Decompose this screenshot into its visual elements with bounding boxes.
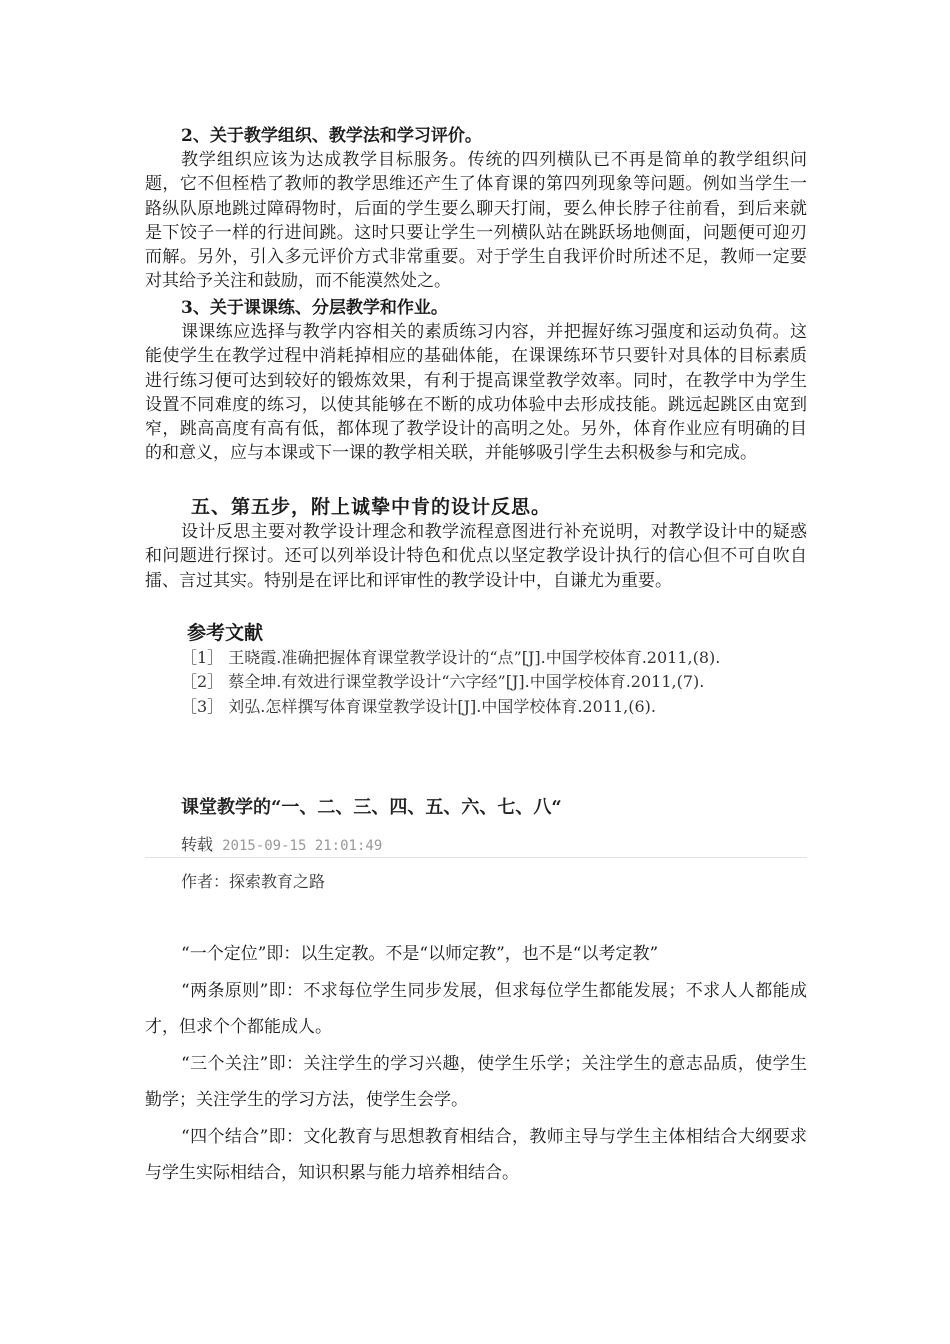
section-5-heading: 五、第五步，附上诚挚中肯的设计反思。 bbox=[191, 496, 552, 518]
section-2-body: 教学组织应该为达成教学目标服务。传统的四列横队已不再是简单的教学组织问题，它不但桎梏了教师的教学思维还产生了体育课的第四列现象等问题。例如当学生一路纵队原地跳过障碍物时，后面的学生要么聊天打闹，要么伸长脖子往前看，到后来就是下饺子一样的行进间跳。这时只要让学生一列横队站在跳跃场地侧面，问题便可迎刃而解。另外，引入多元评价方式非常重要。对于学生自我评价时所述不足，教师一定要对其给予关注和鼓励，而不能漠然处之。 bbox=[145, 150, 807, 292]
article-body bbox=[145, 936, 807, 1192]
references bbox=[145, 620, 807, 719]
reference-item: ［1］ 王晓霞.准确把握体育课堂教学设计的“点”[J].中国学校体育.2011,(8). bbox=[181, 648, 721, 667]
section-2-heading: 2、关于教学组织、教学法和学习评价。 bbox=[181, 126, 482, 146]
article-title: 课堂教学的“一、二、三、四、五、六、七、八“ bbox=[181, 797, 562, 818]
references-heading: 参考文献 bbox=[187, 622, 264, 644]
article-paragraph: “三个关注”即：关注学生的学习兴趣，使学生乐学；关注学生的意志品质，使学生勤学；关注学生的学习方法，使学生会学。 bbox=[145, 1053, 807, 1110]
article-paragraph: “一个定位”即：以生定教。不是“以师定教”，也不是“以考定教” bbox=[181, 944, 659, 964]
article-author: 作者：探索教育之路 bbox=[181, 872, 326, 891]
section-5 bbox=[145, 494, 807, 593]
section-3-body: 课课练应选择与教学内容相关的素质练习内容，并把握好练习强度和运动负荷。这能使学生在教学过程中消耗掉相应的基础体能，在课课练环节只要针对具体的目标素质进行练习便可达到较好的锻炼效果，有利于提高课堂教学效率。同时，在教学中为学生设置不同难度的练习，以使其能够在不断的成功体验中去形成技能。跳远起跳区由宽到窄，跳高高度有高有低，都体现了教学设计的高明之处。另外，体育作业应有明确的目的和意义，应与本课或下一课的教学相关联，并能够吸引学生去积极参与和完成。 bbox=[145, 322, 807, 464]
reference-item: ［2］ 蔡全坤.有效进行课堂教学设计“六字经”[J].中国学校体育.2011,(7). bbox=[181, 672, 705, 692]
article-paragraph: “两条原则”即：不求每位学生同步发展，但求每位学生都能发展；不求人人都能成才，但求个个都能成人。 bbox=[145, 980, 807, 1037]
section-3 bbox=[145, 296, 807, 466]
reference-item: ［3］ 刘弘.怎样撰写体育课堂教学设计[J].中国学校体育.2011,(6). bbox=[181, 696, 656, 716]
article-datetime: 2015-09-15 21:01:49 bbox=[222, 838, 383, 854]
meta-divider bbox=[145, 857, 807, 858]
section-5-body: 设计反思主要对教学设计理念和教学流程意图进行补充说明，对教学设计中的疑惑和问题进行探讨。还可以列举设计特色和优点以坚定教学设计执行的信心但不可自吹自擂、言过其实。特别是在评比和评审性的教学设计中，自谦尤为重要。 bbox=[145, 522, 807, 591]
section-3-heading: 3、关于课课练、分层教学和作业。 bbox=[181, 298, 448, 318]
section-2 bbox=[145, 124, 807, 294]
article-meta bbox=[181, 832, 382, 855]
repost-tag: 转载 bbox=[181, 835, 214, 854]
article-paragraph: “四个结合”即：文化教育与思想教育相结合，教师主导与学生主体相结合大纲要求与学生实际相结合，知识积累与能力培养相结合。 bbox=[145, 1126, 807, 1183]
